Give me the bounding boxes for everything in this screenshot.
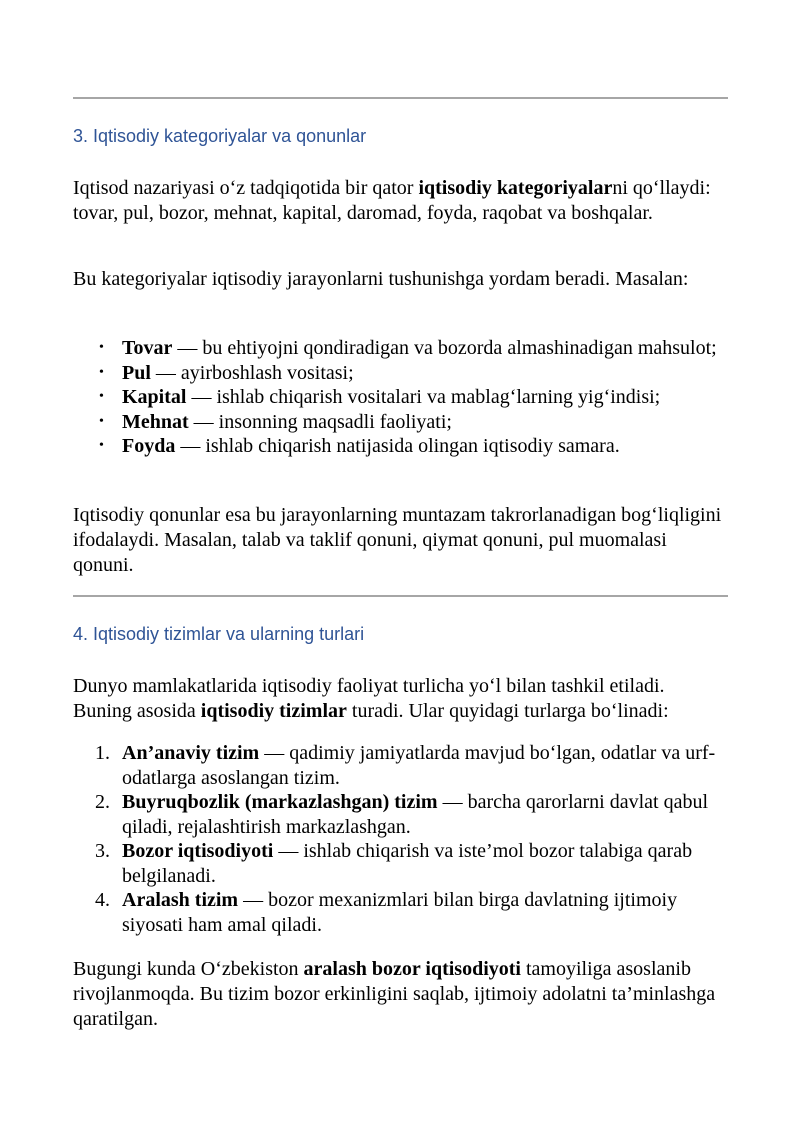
section-4-heading: 4. Iqtisodiy tizimlar va ularning turlari (73, 624, 365, 644)
list-item: • Tovar — bu ehtiyojni qondiradigan va bozorda almashinadigan mahsulot; (99, 337, 717, 359)
section-3-paragraph-3: Iqtisodiy qonunlar esa bu jarayonlarning muntazam takrorlanadigan bog‘liqligini ifodalaydi. Masalan, talab va taklif qonuni, qiymat qonuni, pul muomalasi qonuni. (73, 504, 722, 576)
bold-term: iqtisodiy kategoriyalar (418, 177, 613, 199)
list-item: 1. An’anaviy tizim — qadimiy jamiyatlarda mavjud bo‘lgan, odatlar va urf-odatlarga asoslangan tizim. (95, 742, 716, 789)
bullet-icon: • (99, 340, 104, 355)
bullet-icon: • (99, 389, 104, 404)
list-item: 2. Buyruqbozlik (markazlashgan) tizim — barcha qarorlarni davlat qabul qiladi, rejalashtirish markazlashgan. (95, 791, 709, 838)
bold-term: iqtisodiy tizimlar (200, 700, 347, 722)
list-item: • Pul — ayirboshlash vositasi; (99, 361, 354, 384)
section-divider (73, 595, 728, 597)
list-item: • Foyda — ishlab chiqarish natijasida olingan iqtisodiy samara. (99, 435, 620, 457)
list-item: • Kapital — ishlab chiqarish vositalari va mablag‘larning yig‘indisi; (99, 386, 661, 408)
bold-term: aralash bozor iqtisodiyoti (303, 958, 521, 980)
section-3-paragraph-2: Bu kategoriyalar iqtisodiy jarayonlarni tushunishga yordam beradi. Masalan: (73, 268, 689, 290)
economic-systems-list (73, 741, 728, 937)
bullet-icon: • (99, 438, 104, 453)
list-item: 3. Bozor iqtisodiyoti — ishlab chiqarish va iste’mol bozor talabiga qarab belgilanadi. (95, 840, 693, 887)
categories-list (73, 336, 728, 459)
section-divider (73, 97, 728, 99)
section-3-heading: 3. Iqtisodiy kategoriyalar va qonunlar (73, 126, 367, 146)
section-4-paragraph-2: Bugungi kunda O‘zbekiston aralash bozor iqtisodiyoti tamoyiliga asoslanib rivojlanmoqda. Bu tizim bozor erkinligini saqlab, ijtimoiy adolatni ta’minlashga qaratilgan. (73, 958, 716, 1030)
list-item: • Mehnat — insonning maqsadli faoliyati; (99, 410, 452, 433)
list-item: 4. Aralash tizim — bozor mexanizmlari bilan birga davlatning ijtimoiy siyosati ham amal qiladi. (95, 889, 678, 936)
section-4-paragraph-1: Dunyo mamlakatlarida iqtisodiy faoliyat turlicha yo‘l bilan tashkil etiladi. Buning asosida iqtisodiy tizimlar turadi. Ular quyidagi turlarga bo‘linadi: (73, 675, 669, 722)
section-3-paragraph-1: Iqtisod nazariyasi o‘z tadqiqotida bir qator iqtisodiy kategoriyalarni qo‘llaydi: tovar, pul, bozor, mehnat, kapital, daromad, foyda, raqobat va boshqalar. (73, 177, 711, 224)
bullet-icon: • (99, 364, 104, 380)
bullet-icon: • (99, 413, 104, 429)
